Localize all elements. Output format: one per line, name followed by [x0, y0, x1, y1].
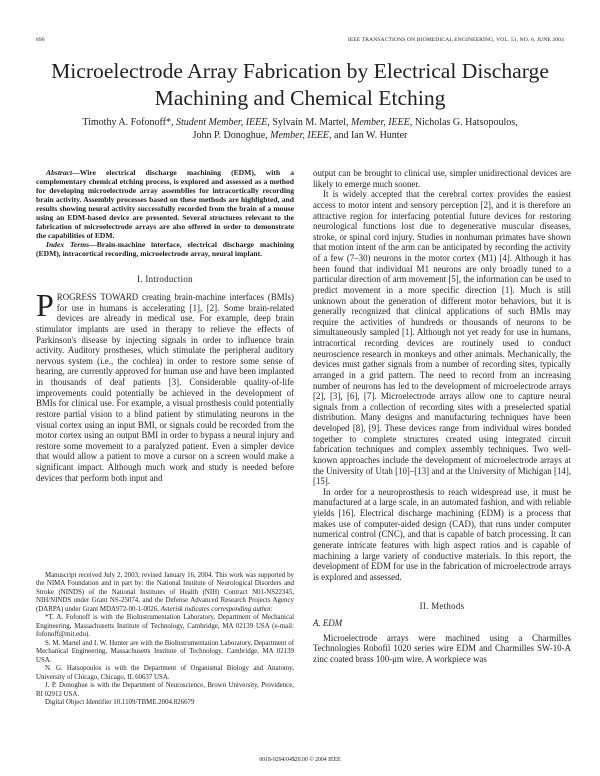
- abstract-text: —Wire electrical discharge machining (EDM), with a complementary chemical etching process, is explored and assessed as a method for developing microelectrode array assemblies for intracortically recording brain activity. Assembly processes based on these methods are highlighted, and results showing neural activity successfully recorded from the brain of a mouse using an EDM-based device are presented. Several structures relevant to the fabrication of microelectrode arrays are also offered in order to demonstrate the capabilities of EDM.: [36, 168, 294, 241]
- intro-paragraph-3: In order for a neuroprosthesis to reach widespread use, it must be manufactured at a large scale, in an automated fashion, and with reliable yields [16]. Electrical discharge machining (EDM) is a process that makes use of computer-aided design (CAD), that runs under computer numerical control (CNC), and that is capable of batch processing. It can generate intricate features with high aspect ratios and is capable of machining a large variety of conductive materials. In this report, the development of EDM for use in the fabrication of microelectrode arrays is explored and assessed.: [313, 486, 571, 582]
- index-terms: [36, 240, 294, 258]
- paper-title: Microelectrode Array Fabrication by Electrical Discharge Machining and Chemical Etching: [51, 59, 549, 110]
- left-column: [36, 168, 294, 483]
- footnote-martel-hunter: S. M. Martel and I. W. Hunter are with the BioInstrumentation Laboratory, Department of Mechanical Engineering, Massachusetts Institute of Technology, Cambridge, MA 02139 USA.: [36, 639, 294, 664]
- abstract-label: Abstract: [46, 168, 73, 177]
- author-3: , Nicholas G. Hatsopoulos,: [409, 117, 518, 128]
- section-heading-introduction: I. Introduction: [137, 274, 193, 285]
- author-1: Timothy A. Fofonoff*,: [82, 117, 176, 128]
- footnote-fofonoff: *T. A. Fofonoff is with the BioInstrumentation Laboratory, Department of Mechanical Engineering, Massachusetts Institute of Technology, Cambridge, MA 02139 USA (e-mail: fofonoff@mit.edu).: [36, 614, 294, 639]
- footnote-manuscript: Manuscript received July 2, 2003; revised January 16, 2004. This work was supported by the NIMA Foundation and in part by: the National Institute of Neurological Disorders and Stroke (NINDS) of the National Institutes of Health (NIH) Contract N01-NS22345, NIH/NINDS under Grant NS-25074, and the Defense Advanced Research Projects Agency (DARPA) under Grant MDA972-00-1-0026. Asterisk indicates corresponding author.: [36, 572, 294, 613]
- footnotes: [36, 572, 294, 708]
- right-column: [313, 168, 571, 665]
- subsection-heading-edm: A. EDM: [313, 618, 343, 628]
- abstract: [36, 168, 294, 240]
- index-terms-text: —Brain-machine interface, electrical discharge machining (EDM), intracortical recording, microelectrode array, neural implant.: [36, 240, 294, 259]
- intro-paragraph-2: It is widely accepted that the cerebral cortex provides the easiest access to motor intent and sensory perception [2], and it is therefore an attractive region for interfacing potential future devices for restoring neurological functions lost due to degenerative muscular diseases, stroke, or spinal cord injury. Studies in nonhuman primates have shown that motion intent of the arm can be anticipated by recording the activity of a few (7–30) neurons in the motor cortex (M1) [4]. Although it has been found that individual M1 neurons are only broadly tuned to a particular direction of arm movement [5], the information can be used to predict movement in a more specific direction [1]. Much is still unknown about the generation of different motor behaviors, but it is generally recognized that clinical applications of such BMIs may require the activities of hundreds or thousands of neurons to be simultaneously sampled [1]. Although not yet ready for use in humans, intracortical recording devices are routinely used to conduct neuroscience research in monkeys and other animals. Mechanically, the devices must gather signals from a number of recording sites, typically arranged in a grid pattern. The need to record from an increasing number of neurons has led to the development of microelectrode arrays [2], [3], [6], [7]. Microelectrode arrays allow one to capture neural signals from a collection of recording sites with a preselected spatial distribution. Many designs and manufacturing techniques have been developed [8], [9]. These devices range from individual wires bonded together to complete structures created using integrated circuit fabrication techniques and complex assembly techniques. Two well-known approaches include the development of microelectrode arrays at the University of Utah [10]–[13] and at the University of Michigan [14], [15].: [313, 189, 571, 487]
- section-heading-methods: II. Methods: [419, 601, 465, 612]
- journal-name: IEEE TRANSACTIONS ON BIOMEDICAL ENGINEERING, VOL. 51, NO. 6, JUNE 2004: [347, 37, 564, 43]
- drop-cap: P: [36, 287, 54, 324]
- author-2-role: Member, IEEE: [350, 117, 410, 128]
- intro-paragraph-1-text: ROGRESS TOWARD creating brain-machine interfaces (BMIs) for use in humans is accelerating [1], [2]. Some brain-related devices are already in medical use. For example, deep brain stimulator implants are used in therapy to relieve the effects of Parkinson's disease by injecting signals in order to influence brain activity. Auditory prostheses, which stimulate the peripheral auditory nervous system (i.e., the cochlea) in order to restore some sense of hearing, are currently approved for human use and have been implanted in thousands of deaf patients [3]. Considerable quality-of-life improvements could potentially be achieved in the development of BMIs for clinical use. For example, a visual prosthesis could potentially restore partial vision to a blind patient by stimulating neurons in the visual cortex using an input BMI, or signals could be recorded from the motor cortex using an output BMI in order to bypass a neural injury and restore some movement to a paralyzed patient. Even a simpler device that would allow a patient to move a cursor on a screen would make a significant impact. Although much work and study is needed before devices that perform both input and: [36, 292, 294, 483]
- copyright-footer: 0018-9294/04$20.00 © 2004 IEEE: [259, 757, 341, 763]
- author-1-role: Student Member, IEEE: [176, 117, 268, 128]
- intro-paragraph-1: [36, 287, 294, 483]
- footnote-donoghue: J. P. Donoghue is with the Department of Neuroscience, Brown University, Providence, RI 02912 USA.: [36, 682, 294, 698]
- index-terms-label: Index Terms: [46, 240, 90, 250]
- author-list: [40, 117, 560, 142]
- author-4: John P. Donoghue,: [192, 129, 271, 141]
- footnote-hatsopoulos: N. G. Hatsopoulos is with the Department of Organismal Biology and Anatomy, University of Chicago, Chicago, IL 60637 USA.: [36, 665, 294, 681]
- footnote-doi: Digital Object Identifier 10.1109/TBME.2004.826679: [45, 699, 195, 707]
- edm-paragraph-1: Microelectrode arrays were machined using a Charmilles Technologies Robofil 1020 series wire EDM and Charmilles SW-10-A zinc coated brass 100-μm wire. A workpiece was: [313, 632, 571, 664]
- page-number: 890: [36, 37, 45, 43]
- author-2: , Sylvain M. Martel,: [267, 117, 351, 128]
- intro-paragraph-1-continued: output can be brought to clinical use, simpler unidirectional devices are likely to emerge much sooner.: [313, 168, 571, 189]
- author-5: , and Ian W. Hunter: [329, 129, 408, 141]
- author-4-role: Member, IEEE: [270, 129, 330, 141]
